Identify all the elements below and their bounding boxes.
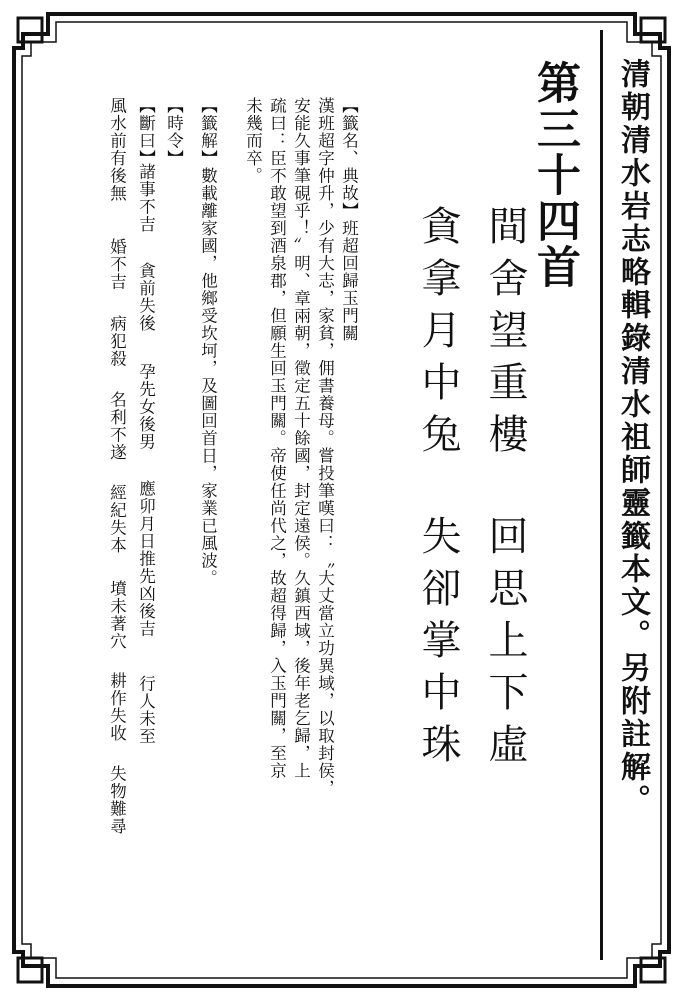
season-label: 【時令】 bbox=[164, 97, 184, 167]
judgement-item: 經紀失本 bbox=[107, 484, 127, 554]
judgement-item: 病犯殺 bbox=[107, 315, 127, 368]
poem-line-2-top: 貪拿月中兔 bbox=[415, 205, 461, 465]
judgement-item: 風水前有後無 bbox=[107, 97, 127, 202]
note-title: 【籤名、典故】班超回歸玉門關 bbox=[339, 97, 359, 342]
judgement-item: 貪前失後 bbox=[136, 262, 156, 332]
judgement-item: 諸事不吉 bbox=[136, 163, 156, 233]
judgement-item: 名利不遂 bbox=[107, 391, 127, 461]
note-line: 未幾而卒。 bbox=[243, 97, 263, 185]
poem-line-1-bottom: 回思上下虛 bbox=[482, 515, 528, 775]
judgement-label: 【斷曰】 bbox=[136, 97, 156, 167]
note-line: 疏曰：臣不敢望到酒泉郡，但願生回玉門關。帝使任尚代之，故超得歸，入玉門關，至京 bbox=[267, 97, 287, 780]
interpretation-line: 【籤解】數載離家國，他鄉受坎坷，及圖回首日，家業已風波。 bbox=[198, 97, 218, 587]
judgement-item: 失物難尋 bbox=[107, 765, 127, 835]
judgement-item: 應卯月日推先凶後吉 bbox=[136, 480, 156, 638]
title-divider bbox=[600, 30, 603, 960]
note-line: 安能久事筆硯乎！〞明、章兩朝，徵定五十餘國，封定遠侯。久鎮西域，後年老乞歸，上 bbox=[291, 97, 311, 780]
side-title: 清朝清水岩志略輯錄清水祖師靈籤本文。另附註解。 bbox=[615, 58, 650, 817]
poem-line-2-bottom: 失卻掌中珠 bbox=[415, 515, 461, 775]
poem-line-1-top: 間舍望重樓 bbox=[482, 205, 528, 465]
judgement-item: 婚不吉 bbox=[107, 238, 127, 291]
judgement-item: 墳未著穴 bbox=[107, 580, 127, 650]
judgement-item: 耕作失收 bbox=[107, 672, 127, 742]
judgement-item: 行人未至 bbox=[136, 675, 156, 745]
judgement-item: 孕先女後男 bbox=[136, 363, 156, 451]
verse-number-heading: 第三十四首 bbox=[529, 60, 580, 290]
note-line: 漢班超字仲升，少有大志，家貧，佣書養母。嘗投筆嘆曰：〝大丈當立功異域，以取封侯， bbox=[315, 97, 335, 797]
